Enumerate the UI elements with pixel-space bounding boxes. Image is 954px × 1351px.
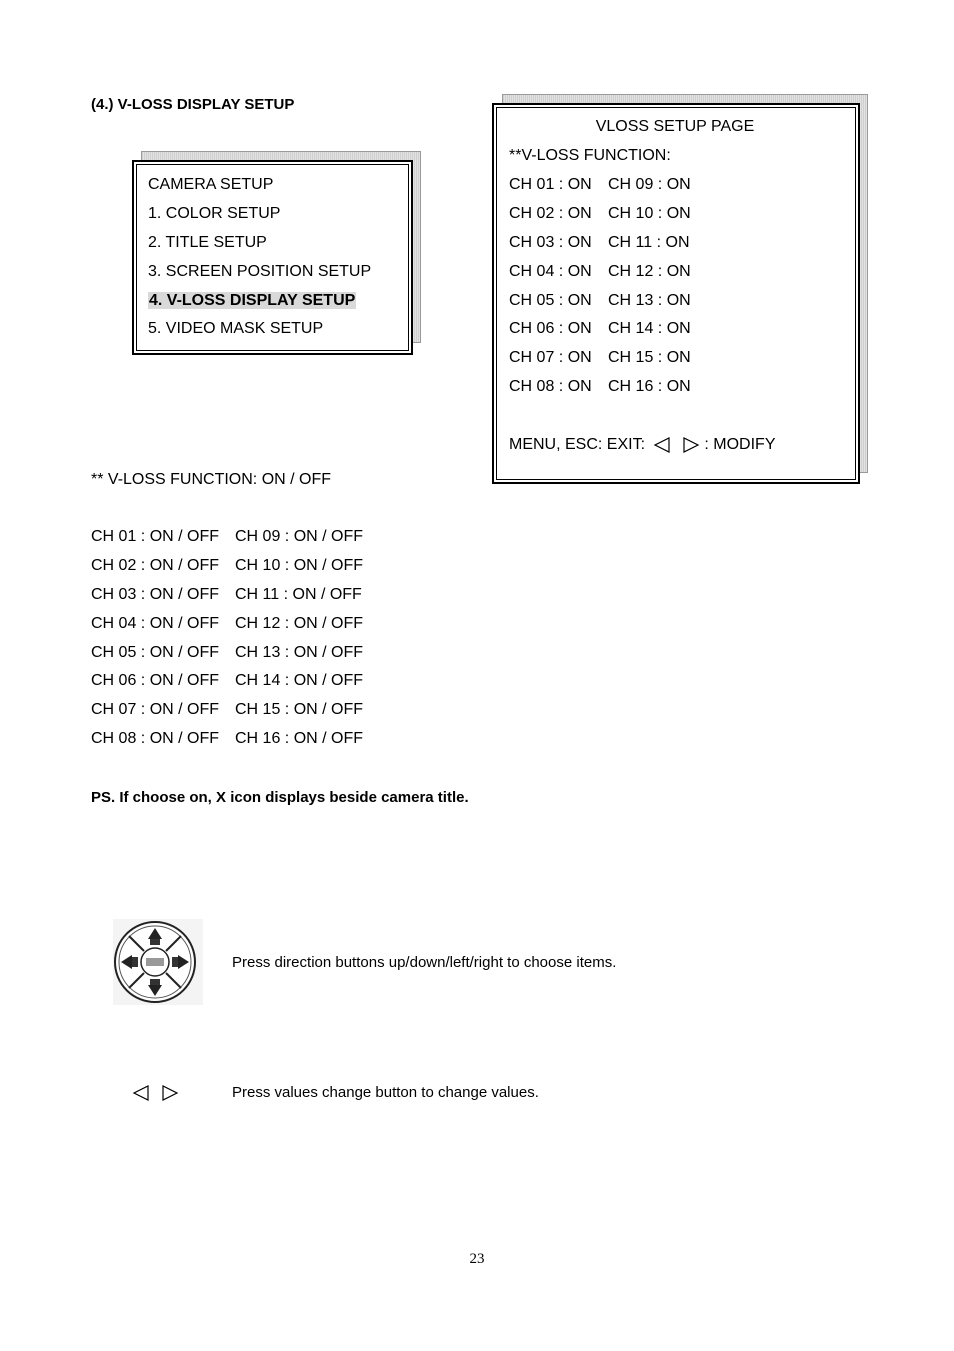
vloss-footer-modify: : MODIFY [704,436,776,453]
vloss-channel-11[interactable]: CH 11 : ON [608,233,690,251]
menu-item-screen-position-setup[interactable]: 3. SCREEN POSITION SETUP [148,263,372,280]
vloss-channel-13[interactable]: CH 13 : ON [608,291,691,309]
vloss-channel-15[interactable]: CH 15 : ON [608,349,691,367]
camera-menu-title: CAMERA SETUP [148,176,274,193]
vloss-channel-09[interactable]: CH 09 : ON [608,176,691,193]
vloss-channel-04[interactable]: CH 04 : ON [509,262,592,280]
vloss-footer [509,436,776,454]
direction-pad-text: Press direction buttons up/down/left/right to choose items. [232,954,617,971]
option-channel-11: CH 11 : ON / OFF [235,585,362,603]
options-column-right [235,528,363,759]
right-triangle-icon [682,437,700,453]
right-triangle-icon [160,1084,180,1102]
option-channel-07: CH 07 : ON / OFF [91,701,220,719]
direction-pad-icon [113,919,203,1005]
option-channel-02: CH 02 : ON / OFF [91,556,220,574]
vloss-channel-05[interactable]: CH 05 : ON [509,291,592,309]
vloss-page-title: VLOSS SETUP PAGE [595,118,755,135]
vloss-channel-08[interactable]: CH 08 : ON [509,378,592,396]
vloss-channel-02[interactable]: CH 02 : ON [509,204,592,222]
vloss-footer-exit: MENU, ESC: EXIT: [509,436,646,453]
vloss-channel-column-right [608,176,691,407]
value-buttons-text: Press values change button to change values. [232,1084,539,1101]
vloss-function-label: **V-LOSS FUNCTION: [509,147,671,164]
vloss-channel-14[interactable]: CH 14 : ON [608,320,691,338]
vloss-channel-03[interactable]: CH 03 : ON [509,233,592,251]
vloss-channel-07[interactable]: CH 07 : ON [509,349,592,367]
option-channel-12: CH 12 : ON / OFF [235,614,364,632]
vloss-channel-12[interactable]: CH 12 : ON [608,262,691,280]
option-channel-14: CH 14 : ON / OFF [235,672,364,690]
option-channel-10: CH 10 : ON / OFF [235,556,364,574]
option-channel-05: CH 05 : ON / OFF [91,643,220,661]
option-channel-03: CH 03 : ON / OFF [91,585,220,603]
left-triangle-icon [653,437,671,453]
option-channel-06: CH 06 : ON / OFF [91,672,220,690]
option-channel-16: CH 16 : ON / OFF [235,730,364,748]
menu-item-video-mask-setup[interactable]: 5. VIDEO MASK SETUP [148,320,324,337]
option-channel-01: CH 01 : ON / OFF [91,528,220,545]
option-channel-04: CH 04 : ON / OFF [91,614,220,632]
menu-item-vloss-display-setup[interactable]: 4. V-LOSS DISPLAY SETUP [149,292,356,309]
menu-item-color-setup[interactable]: 1. COLOR SETUP [148,205,281,222]
vloss-channel-10[interactable]: CH 10 : ON [608,204,691,222]
vloss-channel-01[interactable]: CH 01 : ON [509,176,592,193]
menu-item-title-setup[interactable]: 2. TITLE SETUP [148,234,267,251]
ps-note: PS. If choose on, X icon displays beside camera title. [91,789,469,806]
left-triangle-icon [131,1084,151,1102]
section-heading: (4.) V-LOSS DISPLAY SETUP [91,96,295,113]
option-channel-08: CH 08 : ON / OFF [91,730,220,748]
page-number: 23 [469,1251,485,1267]
option-channel-09: CH 09 : ON / OFF [235,528,364,545]
option-channel-13: CH 13 : ON / OFF [235,643,364,661]
vloss-channel-column-left [509,176,592,407]
options-column-left [91,528,219,759]
vloss-channel-16[interactable]: CH 16 : ON [608,378,691,396]
vloss-channel-06[interactable]: CH 06 : ON [509,320,592,338]
function-note: ** V-LOSS FUNCTION: ON / OFF [91,471,332,488]
option-channel-15: CH 15 : ON / OFF [235,701,364,719]
